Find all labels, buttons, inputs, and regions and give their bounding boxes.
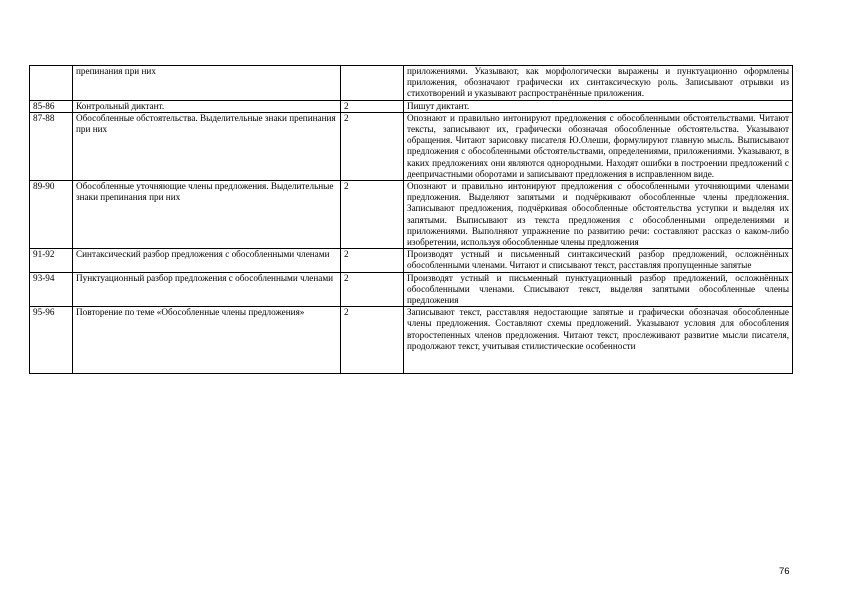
lesson-number-cell: 87-88 [30, 112, 73, 180]
lesson-number-cell: 89-90 [30, 181, 73, 249]
table-row [30, 100, 793, 112]
lesson-hours-cell: 2 [341, 272, 404, 307]
lesson-number-cell: 93-94 [30, 272, 73, 307]
lesson-hours-cell: 2 [341, 112, 404, 180]
lesson-number-cell [30, 66, 73, 101]
table-row [30, 307, 793, 374]
lesson-hours-cell: 2 [341, 100, 404, 112]
lesson-topic-cell: Синтаксический разбор предложения с обособленными членами [73, 249, 341, 272]
table-row [30, 249, 793, 272]
lesson-plan-table-body [30, 66, 793, 374]
student-activities-cell: Опознают и правильно интонируют предложения с обособленными обстоятельствами. Читают тексты, записывают их, графически обозначая обособленные обстоятельства. Указывают обращения. Читают зарисовку писателя Ю.Олеши, формулируют главную мысль. Выписывают предложения с обособленными обстоятельствами, определениями, приложениями. Указывают, в каких предложениях они являются однородными. Находят ошибки в построении предложений с деепричастными оборотами и записывают предложения в исправленном виде. [404, 112, 793, 180]
table-row [30, 112, 793, 180]
student-activities-cell: Производят устный и письменный синтаксический разбор предложений, осложнённых обособленными членами. Читают и списывают текст, расставляя пропущенные запятые [404, 249, 793, 272]
page-number: 76 [779, 566, 790, 577]
lesson-hours-cell: 2 [341, 307, 404, 374]
lesson-hours-cell [341, 66, 404, 101]
lesson-number-cell: 85-86 [30, 100, 73, 112]
lesson-number-cell: 95-96 [30, 307, 73, 374]
table-row [30, 272, 793, 307]
student-activities-cell: Опознают и правильно интонируют предложения с обособленными уточняющими членами предложения. Выделяют запятыми и подчёркивают обособленные члены предложения. Записывают предложения, подчёркивая обособленные обстоятельства уступки и выделяя их запятыми. Выписывают из текста предложения с обособленными определениями и приложениями. Выполняют упражнение по развитию речи: составляют рассказ о каком-либо изобретении, используя обособленные члены предложения [404, 181, 793, 249]
table-row [30, 181, 793, 249]
student-activities-cell: приложениями. Указывают, как морфологически выражены и пунктуационно оформлены приложения, обозначают графически их синтаксическую роль. Записывают отрывки из стихотворений и указывают распространённые приложения. [404, 66, 793, 101]
lesson-topic-cell: Обособленные уточняющие члены предложения. Выделительные знаки препинания при них [73, 181, 341, 249]
lesson-topic-cell: Обособленные обстоятельства. Выделительные знаки препинания при них [73, 112, 341, 180]
table-row [30, 66, 793, 101]
lesson-topic-cell: Контрольный диктант. [73, 100, 341, 112]
lesson-topic-cell: Повторение по теме «Обособленные члены предложения» [73, 307, 341, 374]
lesson-topic-cell: Пунктуационный разбор предложения с обособленными членами [73, 272, 341, 307]
student-activities-cell: Записывают текст, расставляя недостающие запятые и графически обозначая обособленные члены предложения. Составляют схемы предложений. Указывают условия для обособления второстепенных членов предложения. Читают текст, прослеживают развитие мысли писателя, продолжают текст, учитывая стилистические особенности [404, 307, 793, 374]
lesson-plan-table [29, 65, 793, 374]
lesson-number-cell: 91-92 [30, 249, 73, 272]
student-activities-cell: Производят устный и письменный пунктуационный разбор предложений, осложнённых обособленными членами. Списывают текст, выделяя запятыми обособленные члены предложения [404, 272, 793, 307]
lesson-hours-cell: 2 [341, 181, 404, 249]
lesson-hours-cell: 2 [341, 249, 404, 272]
lesson-topic-cell: препинания при них [73, 66, 341, 101]
student-activities-cell: Пишут диктант. [404, 100, 793, 112]
